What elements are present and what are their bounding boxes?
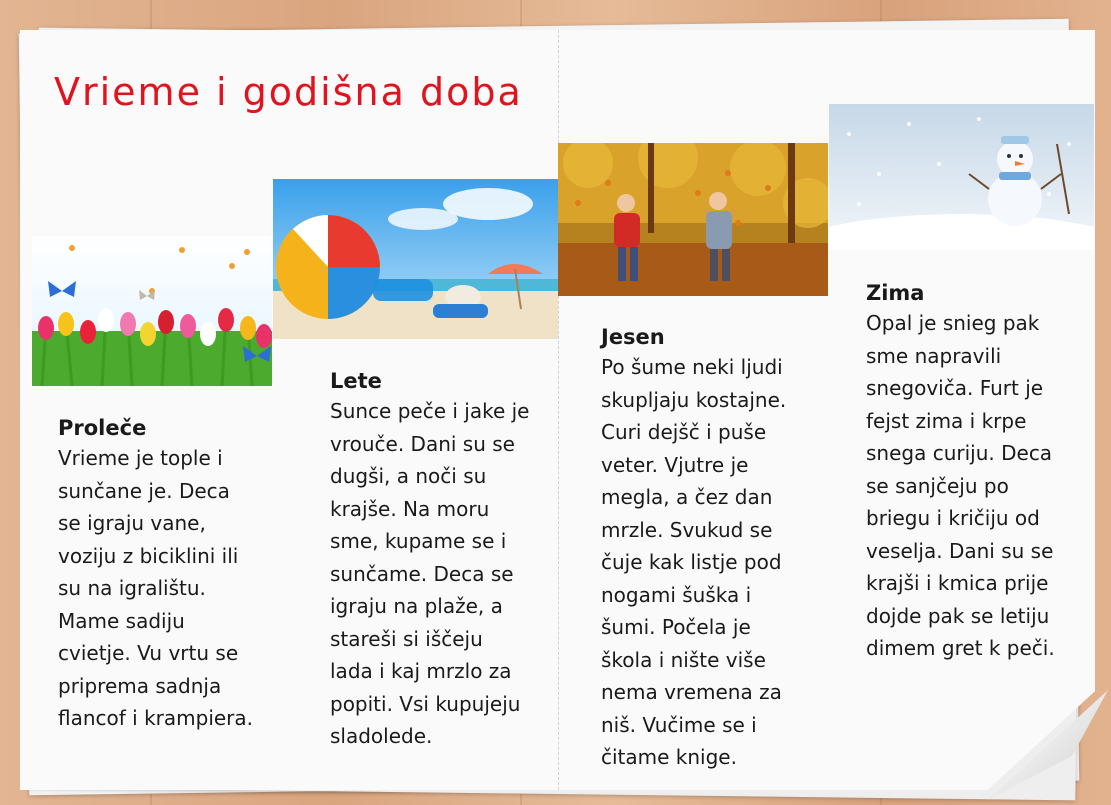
text-line: cvietje. Vu vrtu se [58, 641, 239, 665]
text-line: Curi dejšč i puše [601, 420, 767, 444]
season-section-summer [330, 367, 545, 753]
text-line: škola i nište više [601, 647, 766, 672]
winter-photo [829, 104, 1094, 250]
text-line: sme napravili [866, 343, 1002, 368]
text-line: nema vremena za [601, 680, 782, 704]
text-line: megla, a čez dan [601, 485, 773, 509]
text-line: dojde pak se letiju [866, 603, 1050, 628]
text-line: čitame knige. [601, 745, 737, 769]
text-line: fejst zima i krpe [866, 408, 1027, 433]
page-title: Vrieme i godišna doba [54, 70, 523, 114]
text-line: Sunce peče i jake je [330, 399, 530, 423]
season-section-spring [58, 414, 268, 735]
season-heading: Zima [866, 281, 925, 305]
text-line: se sanjčeju po [866, 473, 1009, 498]
text-line: sladolede. [330, 724, 433, 748]
text-line: stareši si iščeju [330, 626, 483, 651]
text-line: se igraju vane, [58, 511, 206, 535]
text-line: veselja. Dani su se [866, 538, 1054, 563]
text-line: lada i kaj mrzlo za [330, 659, 512, 683]
text-line: sunčane je. Deca [58, 478, 230, 503]
text-line: Mame sadiju [58, 608, 185, 633]
text-line: vrouče. Dani su se [330, 431, 515, 456]
text-line: priprema sadnja [58, 673, 222, 698]
season-text [866, 307, 1081, 665]
season-heading: Jesen [601, 325, 665, 349]
autumn-photo [558, 143, 828, 296]
text-line: su na igralištu. [58, 576, 206, 600]
text-line: flancof i krampiera. [58, 706, 254, 730]
text-line: igraju na plaže, a [330, 594, 503, 618]
text-line: snegoviča. Furt je [866, 376, 1044, 400]
text-line: Po šume neki ljudi [601, 355, 783, 379]
text-line: nogami šuška i [601, 582, 752, 607]
text-line: briegu i kričiju od [866, 506, 1040, 530]
text-line: krajše. Na moru [330, 496, 490, 521]
text-line: Opal je snieg pak [866, 311, 1040, 335]
text-line: šumi. Počela je [601, 615, 751, 639]
text-line: sunčame. Deca se [330, 561, 514, 586]
season-section-winter [866, 279, 1081, 665]
text-line: mrzle. Svukud se [601, 517, 773, 542]
text-line: Vrieme je tople i [58, 446, 223, 470]
spring-photo [32, 236, 272, 386]
season-heading: Proleče [58, 416, 147, 440]
text-line: sme, kupame se i [330, 529, 507, 553]
text-line: snega curiju. Deca [866, 441, 1053, 465]
text-line: dugši, a noči su [330, 464, 487, 488]
text-line: dimem gret k peči. [866, 636, 1055, 660]
text-line: veter. Vjutre je [601, 452, 749, 477]
text-line: skupljaju kostajne. [601, 387, 787, 412]
season-text [601, 351, 816, 774]
season-heading: Lete [330, 369, 382, 393]
text-line: voziju z biciklini ili [58, 543, 239, 568]
season-text [330, 395, 545, 753]
text-line: popiti. Vsi kupujeju [330, 691, 521, 716]
text-line: krajši i kmica prije [866, 571, 1049, 595]
season-section-autumn [601, 323, 816, 774]
summer-photo [273, 179, 558, 339]
season-text [58, 442, 268, 735]
text-line: čuje kak listje pod [601, 550, 782, 574]
text-line: niš. Vučime se i [601, 712, 757, 737]
